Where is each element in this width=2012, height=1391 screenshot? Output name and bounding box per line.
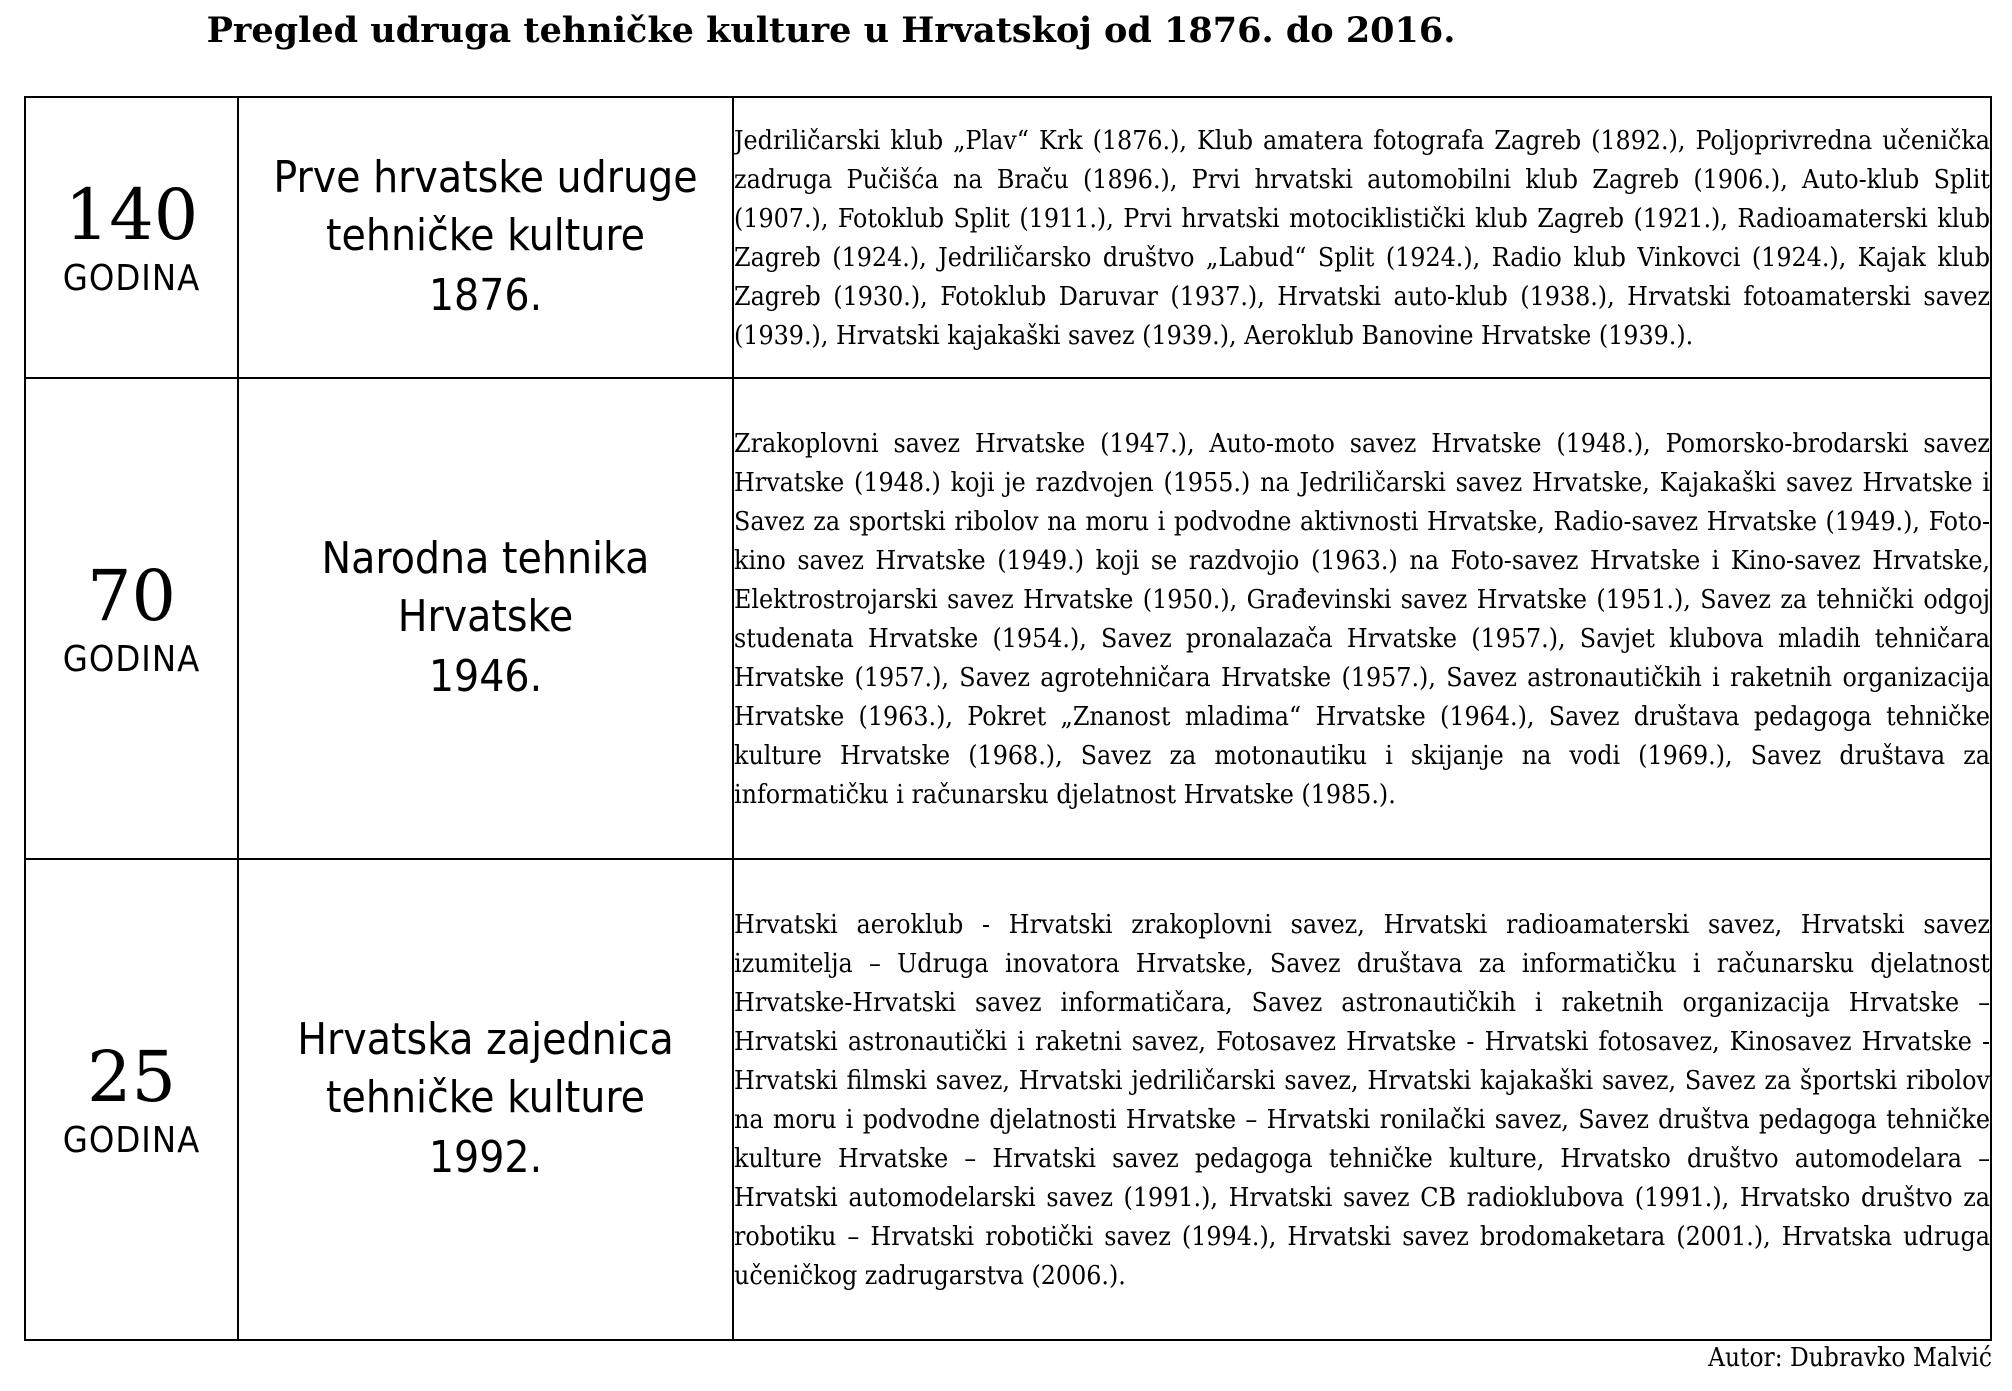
years-number: 25 [86, 1035, 177, 1118]
associations-list: Zrakoplovni savez Hrvatske (1947.), Auto-moto savez Hrvatske (1948.), Pomorsko-brodarski savez Hrvatske (1948.) koji je razdvojen (1955.) na Jedriličarski savez Hrvatske, Kajakaški savez Hrvatske i Savez za sportski ribolov na moru i podvodne aktivnosti Hrvatske, Radio-savez Hrvatske (1949.), Foto-kino savez Hrvatske (1949.) koji se razdvojio (1963.) na Foto-savez Hrvatske i Kino-savez Hrvatske, Elektrostrojarski savez Hrvatske (1950.), Građevinski savez Hrvatske (1951.), Savez za tehnički odgoj studenata Hrvatske (1954.), Savez pronalazača Hrvatske (1957.), Savjet klubova mladih tehničara Hrvatske (1957.), Savez agrotehničara Hrvatske (1957.), Savez astronautičkih i raketnih organizacija Hrvatske (1963.), Pokret „Znanost mladima“ Hrvatske (1964.), Savez društava pedagoga tehničke kulture Hrvatske (1968.), Savez za motonautiku i skijanje na vodi (1969.), Savez društava za informatičku i računarsku djelatnost Hrvatske (1985.). [734, 427, 1990, 810]
years-unit: GODINA [62, 257, 201, 299]
years-unit: GODINA [62, 638, 201, 680]
associations-list: Hrvatski aeroklub - Hrvatski zrakoplovni savez, Hrvatski radioamaterski savez, Hrvatski savez izumitelja – Udruga inovatora Hrvatske, Savez društava za informatičku i računarsku djelatnost Hrvatske-Hrvatski savez informatičara, Savez astronautičkih i raketnih organizacija Hrvatske – Hrvatski astronautički i raketni savez, Fotosavez Hrvatske - Hrvatski fotosavez, Kinosavez Hrvatske - Hrvatski filmski savez, Hrvatski jedriličarski savez, Hrvatski kajakaški savez, Savez za športski ribolov na moru i podvodne djelatnosti Hrvatske – Hrvatski ronilački savez, Savez društva pedagoga tehničke kulture Hrvatske – Hrvatski savez pedagoga tehničke kulture, Hrvatsko društvo automodelara – Hrvatski automodelarski savez (1991.), Hrvatski savez CB radioklubova (1991.), Hrvatsko društvo za robotiku – Hrvatski robotički savez (1994.), Hrvatski savez brodomaketara (2001.), Hrvatska udruga učeničkog zadrugarstva (2006.). [734, 908, 1990, 1291]
page-title: Pregled udruga tehničke kulture u Hrvatskoj od 1876. do 2016. [206, 10, 1456, 51]
table-row [25, 378, 1991, 859]
years-number: 140 [64, 173, 199, 256]
years-number: 70 [86, 554, 177, 637]
table-row [25, 859, 1991, 1340]
associations-cell [733, 97, 1991, 378]
organization-name: Prve hrvatske udruge tehničke kulture [273, 151, 698, 261]
years-cell [25, 97, 238, 378]
organization-name: Narodna tehnika Hrvatske [321, 532, 650, 642]
years-unit: GODINA [62, 1119, 201, 1161]
years-cell [25, 378, 238, 859]
founding-year: 1992. [428, 1131, 543, 1183]
associations-list: Jedriličarski klub „Plav“ Krk (1876.), Klub amatera fotografa Zagreb (1892.), Poljoprivredna učenička zadruga Pučišća na Braču (1896.), Prvi hrvatski automobilni klub Zagreb (1906.), Auto-klub Split (1907.), Fotoklub Split (1911.), Prvi hrvatski motociklistički klub Zagreb (1921.), Radioamaterski klub Zagreb (1924.), Jedriličarsko društvo „Labud“ Split (1924.), Radio klub Vinkovci (1924.), Kajak klub Zagreb (1930.), Fotoklub Daruvar (1937.), Hrvatski auto-klub (1938.), Hrvatski fotoamaterski savez (1939.), Hrvatski kajakaški savez (1939.), Aeroklub Banovine Hrvatske (1939.). [734, 124, 1990, 351]
years-cell [25, 859, 238, 1340]
table-row [25, 97, 1991, 378]
organization-cell [238, 378, 733, 859]
organization-name: Hrvatska zajednica tehničke kulture [297, 1013, 674, 1123]
associations-cell [733, 859, 1991, 1340]
founding-year: 1946. [428, 650, 543, 702]
organization-cell [238, 97, 733, 378]
organization-cell [238, 859, 733, 1340]
associations-table [24, 96, 1992, 1341]
author-credit: Autor: Dubravko Malvić [1708, 1343, 1992, 1373]
associations-cell [733, 378, 1991, 859]
founding-year: 1876. [428, 269, 543, 321]
